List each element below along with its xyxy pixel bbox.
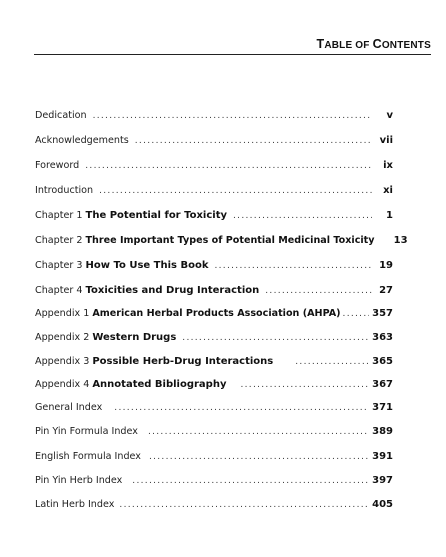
- toc-entry[interactable]: [35, 283, 393, 299]
- toc-entry-title: Annotated Bibliography: [92, 379, 227, 390]
- dot-leader: [93, 108, 372, 124]
- toc-entry-label: Introduction: [35, 185, 94, 196]
- toc-entry-title: Toxicities and Drug Interaction: [85, 285, 260, 296]
- toc-entry-title: Possible Herb-Drug Interactions: [92, 356, 274, 367]
- toc-entry[interactable]: [35, 208, 393, 224]
- toc-entry-label: English Formula Index: [35, 451, 141, 462]
- toc-entry[interactable]: [35, 306, 393, 322]
- toc-entry[interactable]: [35, 133, 393, 149]
- toc-entry-page: 391: [372, 451, 393, 462]
- toc-entry-page: 365: [372, 356, 393, 367]
- toc-entry[interactable]: [35, 158, 393, 174]
- dot-leader: [233, 208, 372, 224]
- toc-entry-label: Appendix 4: [35, 379, 90, 390]
- dot-leader: [149, 449, 369, 465]
- dot-leader: [265, 283, 372, 299]
- dot-leader: [114, 400, 369, 416]
- title-smallcaps: ONTENTS: [381, 40, 431, 51]
- toc-entry-page: xi: [383, 185, 393, 196]
- toc-entry-label: Latin Herb Index: [35, 499, 115, 510]
- toc-entry-label: Appendix 1: [35, 308, 90, 319]
- toc-entry-label: General Index: [35, 402, 103, 413]
- toc-entry-page: 19: [379, 260, 393, 271]
- toc-entry[interactable]: [35, 233, 408, 249]
- toc-entry-page: ix: [383, 160, 393, 171]
- toc-entry-label: Pin Yin Herb Index: [35, 475, 123, 486]
- toc-entry-title: The Potential for Toxicity: [85, 210, 227, 221]
- dot-leader: [135, 133, 372, 149]
- dot-leader: [132, 473, 369, 489]
- toc-entry-label: Acknowledgements: [35, 135, 129, 146]
- dot-leader: [119, 497, 369, 513]
- toc-entry-label: Appendix 2: [35, 332, 90, 343]
- toc-entry-label: Chapter 4: [35, 285, 83, 296]
- dot-leader: [214, 258, 372, 274]
- toc-entry-title: Western Drugs: [92, 332, 177, 343]
- toc-entry-page: 27: [379, 285, 393, 296]
- toc-entry[interactable]: [35, 497, 393, 513]
- toc-entry[interactable]: [35, 424, 393, 440]
- dot-leader: [295, 354, 369, 370]
- toc-entry-label: Chapter 2: [35, 235, 83, 246]
- toc-entry-page: 397: [372, 475, 393, 486]
- dot-leader: [343, 306, 370, 322]
- toc-entry-page: 1: [386, 210, 393, 221]
- toc-entry[interactable]: [35, 258, 393, 274]
- toc-entry[interactable]: [35, 377, 393, 393]
- dot-leader: [182, 330, 369, 346]
- page-title: [316, 37, 431, 51]
- toc-entry[interactable]: [35, 473, 393, 489]
- toc-entry-page: 389: [372, 426, 393, 437]
- toc-entry-label: Foreword: [35, 160, 80, 171]
- toc-entry[interactable]: [35, 183, 393, 199]
- toc-entry[interactable]: [35, 449, 393, 465]
- toc-entry-page: 357: [372, 308, 393, 319]
- toc-entry[interactable]: [35, 330, 393, 346]
- toc-entry-page: v: [386, 110, 393, 121]
- dot-leader: [148, 424, 369, 440]
- toc-entry-label: Pin Yin Formula Index: [35, 426, 138, 437]
- dot-leader: [240, 377, 369, 393]
- toc-entry-title: American Herbal Products Association (AHPA): [92, 308, 341, 319]
- title-initial: C: [372, 37, 382, 51]
- title-smallcaps: ABLE OF: [324, 40, 373, 51]
- toc-entry-label: Chapter 1: [35, 210, 83, 221]
- toc-entry-label: Appendix 3: [35, 356, 90, 367]
- toc-entry-label: Dedication: [35, 110, 87, 121]
- header-rule: [34, 54, 431, 55]
- toc-entry-title: How To Use This Book: [85, 260, 209, 271]
- toc-entry-page: vii: [379, 135, 393, 146]
- toc-entry-title: Three Important Types of Potential Medicinal Toxicity: [85, 235, 375, 246]
- dot-leader: [99, 183, 372, 199]
- toc-entry-page: 405: [372, 499, 393, 510]
- toc-entry-page: 13: [393, 235, 408, 246]
- toc-entry[interactable]: [35, 354, 393, 370]
- toc-entry-page: 371: [372, 402, 393, 413]
- toc-entry-page: 363: [372, 332, 393, 343]
- toc-entry[interactable]: [35, 400, 393, 416]
- toc-entry[interactable]: [35, 108, 393, 124]
- toc-entry-page: 367: [372, 379, 393, 390]
- title-initial: T: [316, 37, 325, 51]
- dot-leader: [85, 158, 372, 174]
- toc-entry-label: Chapter 3: [35, 260, 83, 271]
